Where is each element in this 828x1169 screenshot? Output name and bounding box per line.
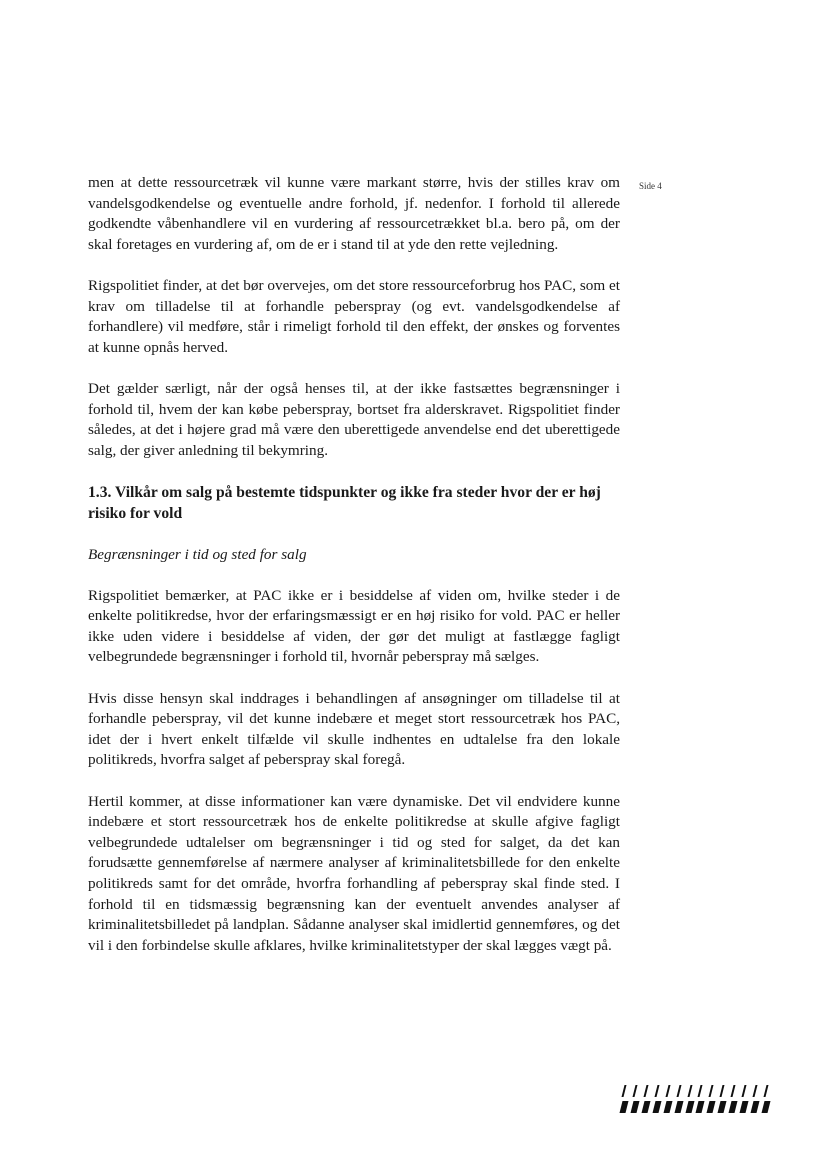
page-number: Side 4 <box>639 181 662 191</box>
paragraph: men at dette ressourcetræk vil kunne være markant større, hvis der stilles krav om vandelsgodkendelse og eventuelle andre forhold, jf. nedenfor. I forhold til allerede godkendte våbenhandlere vil en vurdering af ressourcetrækket bl.a. bero på, om der skal foretages en vurdering af, om de er i stand til at yde den rette vejledning. <box>88 174 620 253</box>
section-heading: 1.3. Vilkår om salg på bestemte tidspunkter og ikke fra steder hvor der er høj risiko for vold <box>88 483 601 522</box>
paragraph: Rigspolitiet finder, at det bør overvejes, om det store ressourceforbrug hos PAC, som et krav om tilladelse til at forhandle peberspray (og evt. vandelsgodkendelse af forhandlere) vil medføre, står i rimeligt forhold til den effekt, der ønskes og forventes at kunne opnås herved. <box>88 276 620 356</box>
paragraph: Hertil kommer, at disse informationer kan være dynamiske. Det vil endvidere kunne indebære et stort ressourcetræk hos de enkelte politikredse at skulle afgive fagligt velbegrundede udtalelser om begrænsninger i tid og sted for salget, da det kan forudsætte gennemførelse af nærmere analyser af kriminalitetsbillede for den enkelte politikreds samt for det område, hvorfra forhandling af peberspray skal finde sted. I forhold til en tidsmæssig begrænsning kan der eventuelt anvendes analyser af kriminalitetsbilledet på landplan. Sådanne analyser skal imidlertid gennemføres, og det vil i den forbindelse skulle afklares, hvilke kriminalitetstyper der skal lægges vægt på. <box>88 792 620 954</box>
subheading: Begrænsninger i tid og sted for salg <box>88 545 307 563</box>
paragraph: Hvis disse hensyn skal inddrages i behandlingen af ansøgninger om tilladelse til at forhandle peberspray, vil det kunne indebære et meget stort ressourcetræk hos PAC, idet der i hvert enkelt tilfælde vil skulle indhentes en udtalelse fra den lokale politikreds, hvorfra salget af peberspray skal foregå. <box>88 689 620 769</box>
barcode-row-thick <box>620 1101 770 1113</box>
document-body <box>88 173 620 956</box>
barcode-mark <box>620 1085 770 1113</box>
paragraph: Det gælder særligt, når der også henses til, at der ikke fastsættes begrænsninger i forhold til, hvem der kan købe peberspray, bortset fra alderskravet. Rigspolitiet finder således, at det i højere grad må være den uberettigede anvendelse end det uberettigede salg, der giver anledning til bekymring. <box>88 379 620 459</box>
barcode-row-thin <box>620 1085 770 1097</box>
paragraph: Rigspolitiet bemærker, at PAC ikke er i besiddelse af viden om, hvilke steder i de enkelte politikredse, hvor der erfaringsmæssigt er en høj risiko for vold. PAC er heller ikke uden videre i besiddelse af viden, der gør det muligt at fastlægge fagligt velbegrundede begrænsninger i forhold til, hvornår peberspray må sælges. <box>88 586 620 666</box>
